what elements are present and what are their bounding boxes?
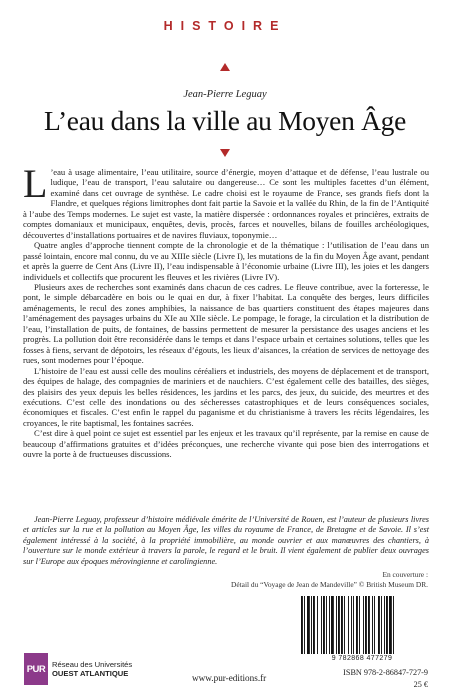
barcode-bar [351,596,352,654]
cover-credit [218,570,428,589]
barcode-bar [378,596,380,654]
summary-text [23,161,429,460]
barcode-bar [341,596,343,654]
price: 25 € [413,680,428,689]
barcode-bar [344,596,345,654]
summary-paragraph: L’histoire de l’eau est aussi celle des moulins céréaliers et industriels, des moyens de déplacement et de transport, des équipes de halage, des compagnies de mariniers et de nauchiers. C’est également celle des batailles, des sièges, des plaisirs des yeux depuis les belles résidences, les jardins et les parcs, des jeux, du suicide, des meurtres et des exécutions. C’est celle des inondations ou des sécheresses catastrophiques et de leurs conséquences sociales, économiques et fiscales. C’est enfin le rappel du paganisme et du christianisme à travers les récits légendaires, les croyances, le rite baptismal, les fontaines sacrées. [23,365,429,428]
triangle-down-ornament [220,149,230,157]
isbn: ISBN 978-2-86847-727-9 [343,668,428,677]
barcode-bar [365,596,367,654]
cover-credit-text: Détail du “Voyage de Jean de Mandeville” © British Museum DR. [231,579,428,589]
author-bio [23,515,429,567]
barcode-bar [363,596,364,654]
barcode-bar [359,596,360,654]
barcode-bar [353,596,354,654]
barcode-bar [336,596,337,654]
barcode-bar [372,596,373,654]
pur-logo-icon: PUR [24,653,48,685]
website-link[interactable]: www.pur-editions.fr [192,673,267,683]
barcode-bar [368,596,370,654]
barcode-bar [374,596,375,654]
bio-paragraph: Jean-Pierre Leguay, professeur d’histoire médiévale émérite de l’Université de Rouen, est l’auteur de plusieurs livres et articles sur la rue et la pollution au Moyen Âge, les villes du royaume de France, de Bretagne et de Savoie. Il s’est également intéressé à la société, à la propriété immobilière, au monde ouvrier et aux manœuvres des chantiers, à l’ouverture sur le monde extérieur à travers la parole, le regard et le bruit. Il vient également de publier deux ouvrages sur l’Europe aux époques mérovingienne et carolingienne. [23,515,429,566]
barcode-bar [393,596,394,654]
summary-paragraph: Quatre angles d’approche tiennent compte de la chronologie et de la thématique : l’utilisation de l’eau dans un passé lointain, encore mal connu, du ve au XIIIe siècle (Livre I), les mutations de la fin du Moyen Âge avant, pendant et après la guerre de Cent Ans (Livre II), l’eau indispensable à l’économie urbaine (Livre III), les joies et les dangers individuels et collectifs que procurent les fleuves et les rivières (Livre IV). [23,240,429,282]
barcode-bar [386,596,388,654]
barcode-bar [323,596,325,654]
cover-credit-heading: En couverture : [382,570,428,579]
publisher-line-1: Réseau des Universités [52,660,133,669]
summary-paragraph: L ’eau à usage alimentaire, l’eau utilitaire, source d’énergie, moyen d’attaque et de défense, l’eau lustrale ou ludique, l’eau de transport, l’eau salutaire ou dangereuse… Ce sont les multiples facettes d’un élément, examiné dans cet ouvrage de synthèse. Le cadre choisi est le royaume de France, ses grands fiefs dont la Flandre, et quelques régions limitrophes dont fait partie la Savoie et la vallée du Rhin, de la fin de l’Antiquité à l’aube des Temps modernes. Le sujet est vaste, la matière dispersée : ordonnances royales et princières, extraits de comptes domaniaux et municipaux, enquêtes, devis, procès, farces et nouvelles, bilans de fouilles archéologiques, découvertes d’installations portuaires et de navires fluviaux, toponymie… [23,161,429,240]
barcode-bar [381,596,382,654]
summary-paragraph: C’est dire à quel point ce sujet est essentiel par les enjeux et les travaux qu’il représente, par la remise en cause de beaucoup d’affirmations gratuites et d’idées préconçues, une recherche vivante qui pose bien des interrogations et ouvre la porte à de fructueuses discussions. [23,428,429,460]
barcode-bar [356,596,358,654]
barcode-bar [331,596,334,654]
barcode-bar [389,596,392,654]
triangle-up-ornament [220,63,230,71]
barcode [297,596,427,654]
barcode-bar [329,596,330,654]
publisher-line-2: OUEST ATLANTIQUE [52,669,129,678]
barcode-bar [311,596,312,654]
series-label: HISTOIRE [163,19,287,33]
drop-cap: L [23,161,48,206]
barcode-bar [338,596,340,654]
summary-paragraph: Plusieurs axes de recherches sont examinés dans chacun de ces cadres. Le fleuve contribue, avec la forteresse, le pont, le simple débarcadère en bois ou le quai en dur, à fixer l’habitat. La conquête des berges, leurs difficiles aménagements, le recul des zones amphibies, la naissance de bas quartiers constituent des étapes majeures dans l’aménagement des paysages urbains du XIe au XIIe siècle. Le pompage, le forage, la circulation et la distribution de l’eau, l’installation de puits, de fontaines, de bassins permettent de mesurer la persistance des usages anciens et les progrès. La pollution doit être reconsidérée dans le temps et dans l’espace urbain et certaines solutions, telles que les fosses à fiens, servant de dépotoirs, les réseaux d’égouts, les lieux d’aisances, la création de services de nettoyage des rues, sont modernes pour l’époque. [23,281,429,366]
book-title: L’eau dans la ville au Moyen Âge [43,105,407,136]
barcode-bar [321,596,322,654]
author-name: Jean-Pierre Leguay [183,89,267,100]
barcode-bar [313,596,315,654]
barcode-bar [307,596,310,654]
barcode-bar [317,596,318,654]
publisher-logo [24,651,148,687]
barcode-bar [304,596,305,654]
barcode-bar [326,596,327,654]
barcode-bar [348,596,349,654]
barcode-bar [384,596,385,654]
barcode-bar [301,596,303,654]
barcode-digits: 9 782868 477279 [331,655,393,662]
publisher-name [52,660,132,678]
